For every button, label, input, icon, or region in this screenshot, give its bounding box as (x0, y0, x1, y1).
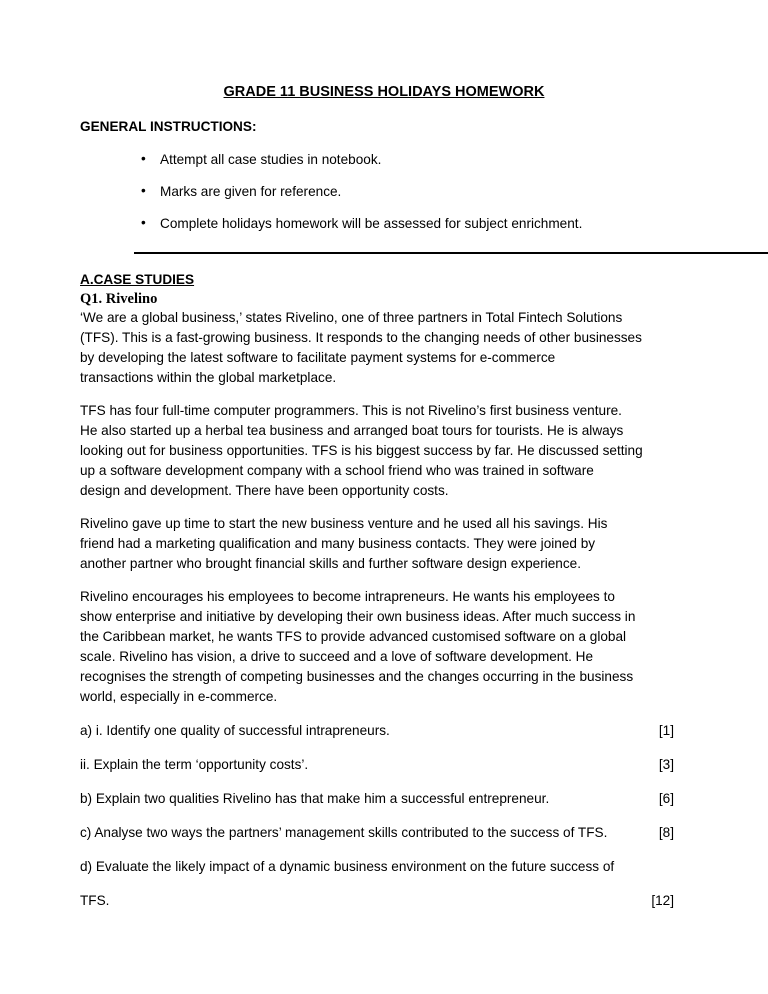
instructions-heading: GENERAL INSTRUCTIONS: (80, 119, 257, 134)
instruction-item: Marks are given for reference. (160, 184, 342, 199)
section-heading: A.CASE STUDIES (80, 272, 195, 287)
divider (134, 252, 768, 254)
question-text: d) Evaluate the likely impact of a dynamic business environment on the future success of (80, 859, 615, 874)
question-text: TFS. (80, 893, 110, 908)
paragraph-line: the Caribbean market, he wants TFS to provide advanced customised software on a global (80, 629, 627, 644)
question-text: b) Explain two qualities Rivelino has that make him a successful entrepreneur. (80, 791, 550, 806)
question-marks: [8] (658, 825, 674, 840)
bullet-icon: • (141, 215, 146, 230)
paragraph-line: friend had a marketing qualification and many business contacts. They were joined by (80, 536, 596, 551)
paragraph-line: TFS has four full-time computer programmers. This is not Rivelino’s first business venture. (80, 403, 622, 418)
question-text: a) i. Identify one quality of successful intrapreneurs. (80, 723, 390, 738)
paragraph-line: Rivelino gave up time to start the new business venture and he used all his savings. His (80, 516, 608, 531)
paragraph-line: looking out for business opportunities. TFS is his biggest success by far. He discussed setting (80, 443, 643, 458)
question-row (80, 824, 674, 842)
question-marks: [12] (651, 893, 674, 908)
paragraph-line: recognises the strength of competing businesses and the changes occurring in the business (80, 669, 634, 684)
paragraph-line: by developing the latest software to facilitate payment systems for e-commerce (80, 350, 556, 365)
question-title: Q1. Rivelino (80, 291, 158, 307)
bullet-icon: • (141, 183, 146, 198)
question-marks: [3] (658, 757, 674, 772)
bullet-icon: • (141, 151, 146, 166)
paragraph-line: up a software development company with a school friend who was trained in software (80, 463, 594, 478)
paragraph-line: design and development. There have been opportunity costs. (80, 483, 449, 498)
question-row (80, 722, 674, 740)
question-text: ii. Explain the term ‘opportunity costs’. (80, 757, 309, 772)
paragraph-line: ‘We are a global business,’ states Rivelino, one of three partners in Total Fintech Solutions (80, 310, 623, 325)
paragraph-line: scale. Rivelino has vision, a drive to succeed and a love of software development. He (80, 649, 594, 664)
paragraph-line: another partner who brought financial skills and further software design experience. (80, 556, 581, 571)
question-marks: [6] (658, 791, 674, 806)
question-row (80, 892, 674, 910)
question-row (80, 858, 674, 876)
instruction-item: Complete holidays homework will be assessed for subject enrichment. (160, 216, 583, 231)
paragraph-line: show enterprise and initiative by developing their own business ideas. After much success in (80, 609, 636, 624)
paragraph-line: world, especially in e-commerce. (80, 689, 278, 704)
instruction-item: Attempt all case studies in notebook. (160, 152, 382, 167)
paragraph-line: Rivelino encourages his employees to become intrapreneurs. He wants his employees to (80, 589, 615, 604)
question-row (80, 756, 674, 774)
question-row (80, 790, 674, 808)
paragraph-line: (TFS). This is a fast-growing business. It responds to the changing needs of other businesses (80, 330, 642, 345)
page-title: GRADE 11 BUSINESS HOLIDAYS HOMEWORK (223, 84, 545, 100)
paragraph-line: transactions within the global marketplace. (80, 370, 337, 385)
question-marks: [1] (658, 723, 674, 738)
question-text: c) Analyse two ways the partners’ management skills contributed to the success of TFS. (80, 825, 608, 840)
paragraph-line: He also started up a herbal tea business and arranged boat tours for tourists. He is always (80, 423, 624, 438)
